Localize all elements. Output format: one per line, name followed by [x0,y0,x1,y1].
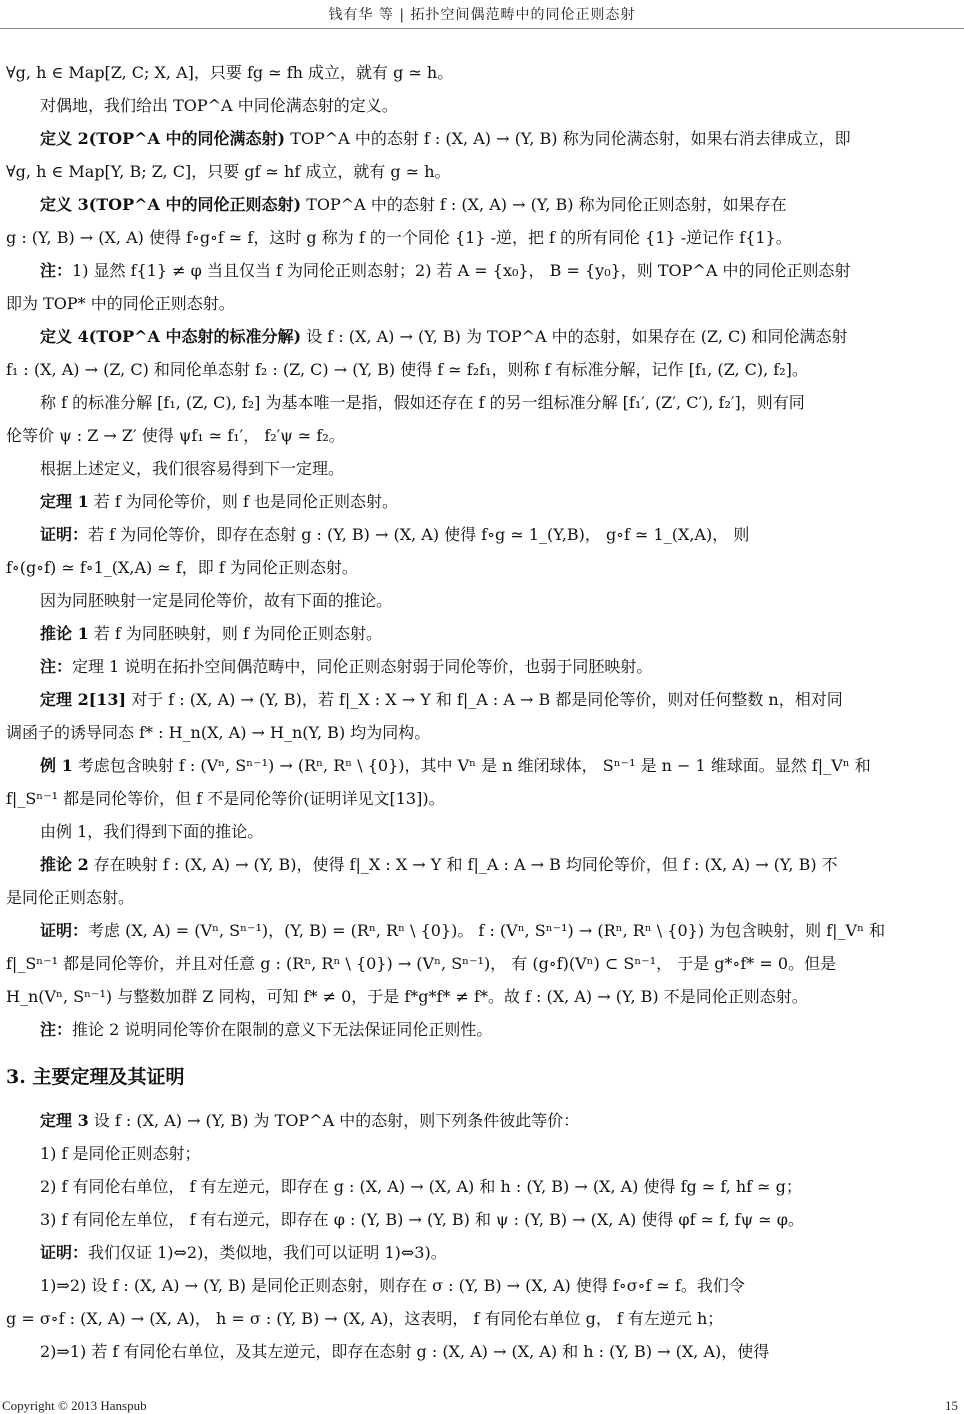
line-text: 1)⇒2) 设 f : (X, A) → (Y, B) 是同伦正则态射，则存在 σ : (Y, B) → (X, A) 使得 f∘σ∘f ≃ f。我们令 [40,1276,745,1295]
line-label: 定理 1 [40,492,89,511]
line-label: 注： [40,657,73,676]
line-text: 存在映射 f : (X, A) → (Y, B)，使得 f|_X : X → Y 和 f|_A : A → B 均同伦等价，但 f : (X, A) → (Y, B) 不 [88,855,838,874]
line-text: f₁ : (X, A) → (Z, C) 和同伦单态射 f₂ : (Z, C) → (Y, B) 使得 f ≃ f₂f₁，则称 f 有标准分解，记作 [f₁, (Z, C), f₂]。 [6,360,808,379]
line-label: 证明： [40,921,89,940]
body-text-block-1 [6,56,958,1046]
text-line [6,848,958,881]
line-label: 证明： [40,1243,89,1262]
text-line [6,1137,958,1170]
line-text: 1) 显然 f{1} ≠ φ 当且仅当 f 为同伦正则态射；2) 若 A = {x₀}， B = {y₀}，则 TOP^A 中的同伦正则态射 [72,261,851,280]
text-line [6,485,958,518]
line-label: 注： [40,261,73,280]
text-line [6,782,958,815]
line-text: 2)⇒1) 若 f 有同伦右单位，及其左逆元，即存在态射 g : (X, A) → (X, A) 和 h : (Y, B) → (X, A)，使得 [40,1342,770,1361]
text-line [6,386,958,419]
line-text: g : (Y, B) → (X, A) 使得 f∘g∘f ≃ f，这时 g 称为 f 的一个同伦 {1} -逆，把 f 的所有同伦 {1} -逆记作 f{1}。 [6,228,792,247]
text-line [6,221,958,254]
text-line [6,188,958,221]
line-text: TOP^A 中的态射 f : (X, A) → (Y, B) 称为同伦满态射，如果右消去律成立，即 [285,129,851,148]
text-line [6,452,958,485]
text-line [6,287,958,320]
line-text: ∀g, h ∈ Map[Z, C; X, A]，只要 fg ≃ fh 成立，就有 g ≃ h。 [6,63,454,82]
line-label: 定义 2(TOP^A 中的同伦满态射) [40,129,286,148]
line-text: 对于 f : (X, A) → (Y, B)，若 f|_X : X → Y 和 f|_A : A → B 都是同伦等价，则对任何整数 n，相对同 [126,690,843,709]
line-text: 调函子的诱导同态 f* : H_n(X, A) → H_n(Y, B) 均为同构。 [6,723,431,742]
line-text: 伦等价 ψ : Z → Z′ 使得 ψf₁ ≃ f₁′， f₂′ψ ≃ f₂。 [6,426,345,445]
text-line [6,749,958,782]
line-text: 设 f : (X, A) → (Y, B) 为 TOP^A 中的态射，则下列条件彼此等价： [88,1111,580,1130]
text-line [6,815,958,848]
line-text: 若 f 为同胚映射，则 f 为同伦正则态射。 [88,624,382,643]
line-text: 根据上述定义，我们很容易得到下一定理。 [40,459,345,478]
running-header: 钱有华 等 | 拓扑空间偶范畴中的同伦正则态射 [328,7,636,23]
text-line [6,155,958,188]
line-text: 由例 1，我们得到下面的推论。 [40,822,264,841]
line-text: TOP^A 中的态射 f : (X, A) → (Y, B) 称为同伦正则态射，如果存在 [301,195,787,214]
text-line [6,881,958,914]
line-text: 考虑包含映射 f : (Vⁿ, Sⁿ⁻¹) → (Rⁿ, Rⁿ \ {0})，其中 Vⁿ 是 n 维闭球体， Sⁿ⁻¹ 是 n − 1 维球面。显然 f|_Vⁿ 和 [72,756,871,775]
text-line [6,584,958,617]
line-text: 设 f : (X, A) → (Y, B) 为 TOP^A 中的态射，如果存在 (Z, C) 和同伦满态射 [301,327,848,346]
text-line [6,650,958,683]
line-label: 证明： [40,525,89,544]
text-line [6,1104,958,1137]
text-line [6,320,958,353]
copyright-footer: Copyright © 2013 Hanspub [2,1398,147,1413]
line-text: g = σ∘f : (X, A) → (X, A)， h = σ : (Y, B) → (X, A)，这表明， f 有同伦右单位 g， f 有左逆元 h； [6,1309,724,1328]
line-text: H_n(Vⁿ, Sⁿ⁻¹) 与整数加群 Z 同构，可知 f* ≠ 0，于是 f*g*f* ≠ f*。故 f : (X, A) → (Y, B) 不是同伦正则态射。 [6,987,808,1006]
line-text: 推论 2 说明同伦等价在限制的意义下无法保证同伦正则性。 [72,1020,493,1039]
line-text: f∘(g∘f) ≃ f∘1_(X,A) ≃ f，即 f 为同伦正则态射。 [6,558,358,577]
text-line [6,122,958,155]
text-line [6,1203,958,1236]
text-line [6,914,958,947]
text-line [6,1013,958,1046]
line-text: 因为同胚映射一定是同伦等价，故有下面的推论。 [40,591,393,610]
page-number: 15 [945,1398,958,1413]
line-text: 我们仅证 1)⇔2)，类似地，我们可以证明 1)⇔3)。 [88,1243,447,1262]
text-line [6,353,958,386]
text-line [6,518,958,551]
text-line [6,947,958,980]
text-line [6,683,958,716]
line-text: 定理 1 说明在拓扑空间偶范畴中，同伦正则态射弱于同伦等价，也弱于同胚映射。 [72,657,653,676]
line-text: 若 f 为同伦等价，则 f 也是同伦正则态射。 [88,492,398,511]
text-line [6,254,958,287]
text-line [6,1302,958,1335]
page-body [6,56,958,1368]
header-rule [0,28,964,29]
line-text: 若 f 为同伦等价，即存在态射 g : (Y, B) → (X, A) 使得 f∘g ≃ 1_(Y,B)， g∘f ≃ 1_(X,A)， 则 [88,525,750,544]
body-text-block-2 [6,1104,958,1368]
line-text: 3) f 有同伦左单位， f 有右逆元，即存在 φ : (Y, B) → (Y, B) 和 ψ : (Y, B) → (X, A) 使得 φf ≃ f, fψ ≃ φ。 [40,1210,804,1229]
text-line [6,1335,958,1368]
line-text: 对偶地，我们给出 TOP^A 中同伦满态射的定义。 [40,96,398,115]
line-label: 定理 2[13] [40,690,127,709]
line-text: f|_Sⁿ⁻¹ 都是同伦等价，但 f 不是同伦等价(证明详见文[13])。 [6,789,445,808]
text-line [6,1236,958,1269]
line-text: 2) f 有同伦右单位， f 有左逆元，即存在 g : (X, A) → (X, A) 和 h : (Y, B) → (X, A) 使得 fg ≃ f, hf ≃ g； [40,1177,802,1196]
line-text: f|_Sⁿ⁻¹ 都是同伦等价，并且对任意 g : (Rⁿ, Rⁿ \ {0}) → (Vⁿ, Sⁿ⁻¹)， 有 (g∘f)(Vⁿ) ⊂ Sⁿ⁻¹， 于是 g*∘f* = 0。但是 [6,954,837,973]
text-line [6,1170,958,1203]
line-label: 推论 1 [40,624,89,643]
line-text: 考虑 (X, A) = (Vⁿ, Sⁿ⁻¹)，(Y, B) = (Rⁿ, Rⁿ \ {0})。 f : (Vⁿ, Sⁿ⁻¹) → (Rⁿ, Rⁿ \ {0}) 为包含映射，则 f|_Vⁿ 和 [88,921,886,940]
text-line [6,980,958,1013]
line-text: ∀g, h ∈ Map[Y, B; Z, C]，只要 gf ≃ hf 成立，就有 g ≃ h。 [6,162,451,181]
text-line [6,716,958,749]
line-text: 即为 TOP* 中的同伦正则态射。 [6,294,235,313]
line-label: 注： [40,1020,73,1039]
line-label: 定义 4(TOP^A 中态射的标准分解) [40,327,302,346]
text-line [6,56,958,89]
text-line [6,419,958,452]
section-heading: 3. 主要定理及其证明 [6,1066,185,1088]
text-line [6,617,958,650]
line-text: 1) f 是同伦正则态射； [40,1144,201,1163]
line-text: 称 f 的标准分解 [f₁, (Z, C), f₂] 为基本唯一是指，假如还存在 f 的另一组标准分解 [f₁′, (Z′, C′), f₂′]，则有同 [40,393,805,412]
line-label: 推论 2 [40,855,89,874]
text-line [6,1269,958,1302]
text-line [6,89,958,122]
text-line [6,551,958,584]
line-label: 定理 3 [40,1111,89,1130]
line-label: 例 1 [40,756,73,775]
line-label: 定义 3(TOP^A 中的同伦正则态射) [40,195,302,214]
line-text: 是同伦正则态射。 [6,888,135,907]
